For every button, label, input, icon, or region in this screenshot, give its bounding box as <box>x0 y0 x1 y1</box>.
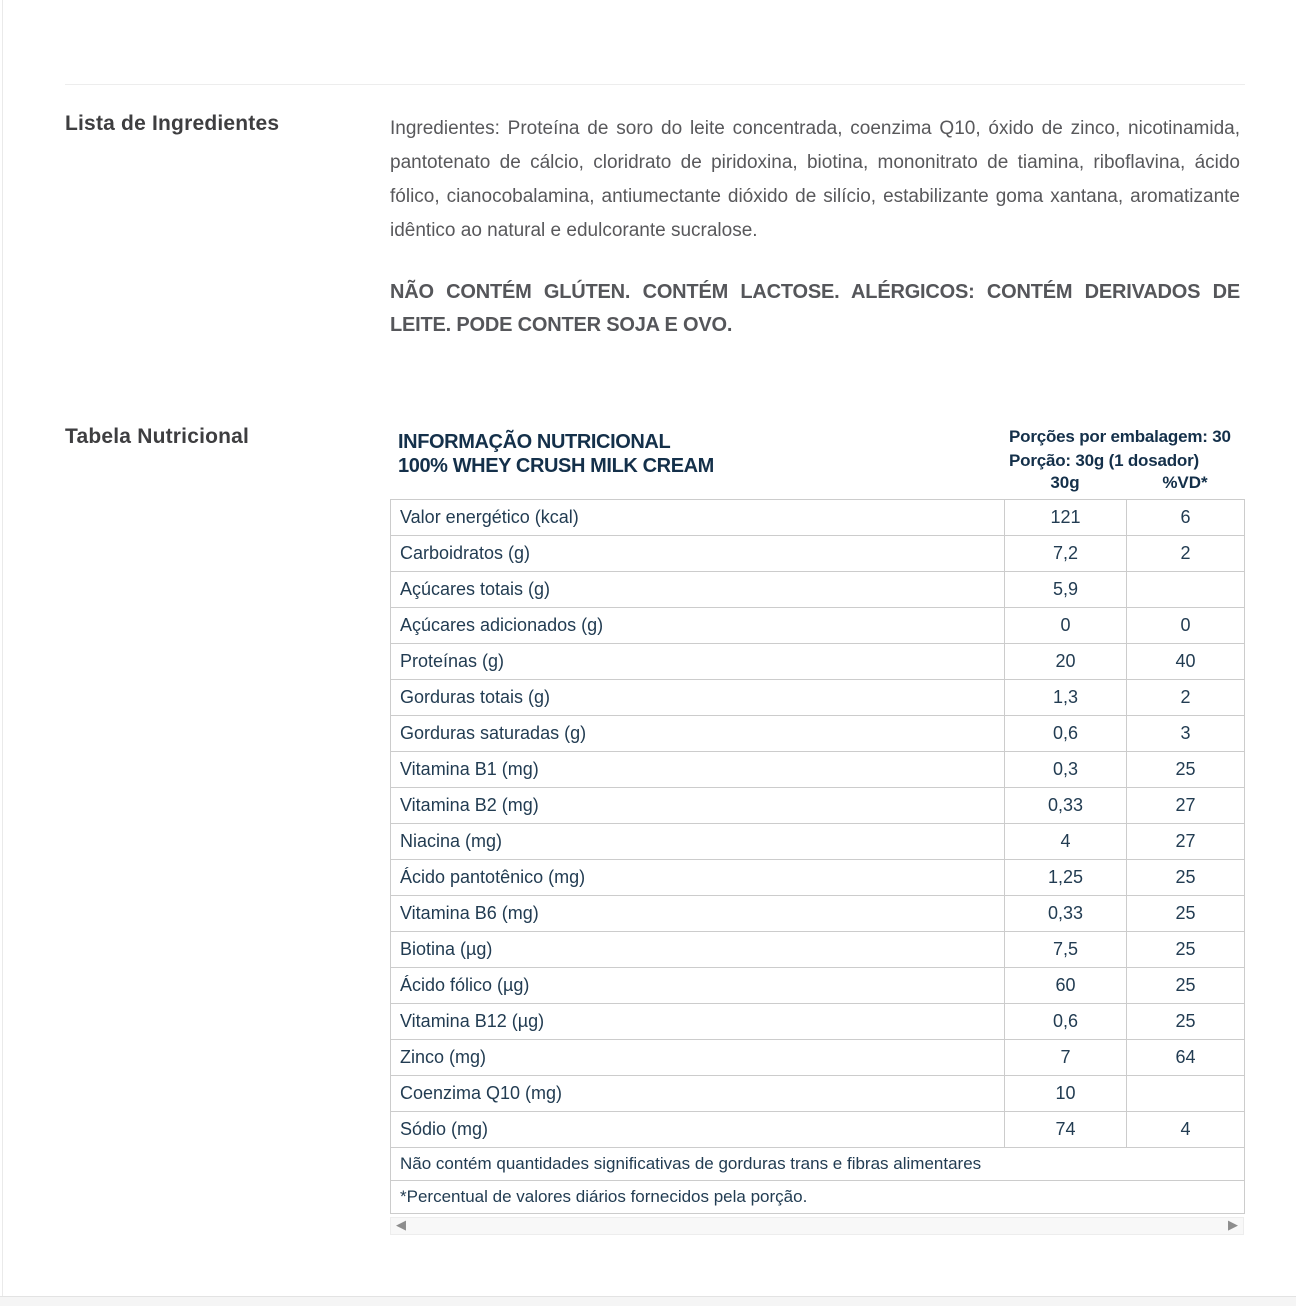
nutrient-amount: 20 <box>1005 644 1127 680</box>
nutrient-label: Vitamina B12 (µg) <box>391 1004 1005 1040</box>
next-section-edge <box>0 1296 1296 1306</box>
nutrient-label: Vitamina B1 (mg) <box>391 752 1005 788</box>
nutrition-table <box>390 499 1245 1214</box>
nutrient-daily-value: 27 <box>1127 788 1245 824</box>
nutrient-label: Vitamina B2 (mg) <box>391 788 1005 824</box>
nutrition-note-row <box>391 1181 1245 1214</box>
nutrition-row <box>391 896 1245 932</box>
nutrition-table-meta <box>1009 425 1231 473</box>
nutrient-amount: 0,33 <box>1005 788 1127 824</box>
ingredients-section-title: Lista de Ingredientes <box>65 112 280 135</box>
nutrient-amount: 1,25 <box>1005 860 1127 896</box>
nutrition-row <box>391 500 1245 536</box>
scroll-left-icon[interactable]: ◀ <box>396 1217 406 1233</box>
nutrition-section <box>65 425 1240 1235</box>
nutrition-row <box>391 860 1245 896</box>
nutrient-amount: 7,2 <box>1005 536 1127 572</box>
nutrient-label: Proteínas (g) <box>391 644 1005 680</box>
nutrient-label: Zinco (mg) <box>391 1040 1005 1076</box>
nutrition-note-row <box>391 1148 1245 1181</box>
nutrient-amount: 0,33 <box>1005 896 1127 932</box>
nutrition-row <box>391 968 1245 1004</box>
nutrient-amount: 0 <box>1005 608 1127 644</box>
nutrient-amount: 4 <box>1005 824 1127 860</box>
nutrient-amount: 0,6 <box>1005 1004 1127 1040</box>
nutrition-row <box>391 536 1245 572</box>
nutrient-amount: 10 <box>1005 1076 1127 1112</box>
nutrient-amount: 7,5 <box>1005 932 1127 968</box>
ingredients-content <box>390 112 1240 342</box>
nutrient-label: Sódio (mg) <box>391 1112 1005 1148</box>
nutrient-daily-value <box>1127 572 1245 608</box>
nutrient-amount: 7 <box>1005 1040 1127 1076</box>
nutrient-daily-value: 25 <box>1127 1004 1245 1040</box>
nutrient-label: Carboidratos (g) <box>391 536 1005 572</box>
ingredients-text: Ingredientes: Proteína de soro do leite concentrada, coenzima Q10, óxido de zinco, nicotinamida, pantotenato de cálcio, cloridrato de piridoxina, biotina, mononitrato de tiamina, riboflavina, ácido fólico, cianocobalamina, antiumectante dióxido de silício, estabilizante goma xantana, aromatizante idêntico ao natural e edulcorante sucralose. <box>390 118 1240 241</box>
section-divider <box>65 84 1245 85</box>
horizontal-scrollbar[interactable] <box>390 1217 1244 1235</box>
nutrition-row <box>391 644 1245 680</box>
nutrient-label: Ácido pantotênico (mg) <box>391 860 1005 896</box>
nutrient-label: Vitamina B6 (mg) <box>391 896 1005 932</box>
nutrient-label: Biotina (µg) <box>391 932 1005 968</box>
nutrition-row <box>391 680 1245 716</box>
nutrient-daily-value: 6 <box>1127 500 1245 536</box>
nutrient-daily-value: 25 <box>1127 860 1245 896</box>
nutrition-row <box>391 752 1245 788</box>
nutrition-table-header <box>390 425 1246 499</box>
nutrient-label: Açúcares adicionados (g) <box>391 608 1005 644</box>
nutrition-note: *Percentual de valores diários fornecidos pela porção. <box>391 1181 1245 1214</box>
nutrient-daily-value: 25 <box>1127 896 1245 932</box>
column-header-dv: %VD* <box>1162 473 1208 492</box>
nutrition-column-headers <box>390 473 1246 497</box>
nutrient-daily-value: 64 <box>1127 1040 1245 1076</box>
nutrition-row <box>391 1076 1245 1112</box>
allergen-notice: NÃO CONTÉM GLÚTEN. CONTÉM LACTOSE. ALÉRGICOS: CONTÉM DERIVADOS DE LEITE. PODE CONTER SOJA E OVO. <box>390 281 1240 336</box>
nutrient-daily-value: 27 <box>1127 824 1245 860</box>
nutrient-daily-value: 25 <box>1127 968 1245 1004</box>
nutrition-row <box>391 572 1245 608</box>
nutrient-amount: 121 <box>1005 500 1127 536</box>
nutrition-note: Não contém quantidades significativas de gorduras trans e fibras alimentares <box>391 1148 1245 1181</box>
column-header-amount: 30g <box>1050 473 1080 492</box>
nutrition-table-title-line1: INFORMAÇÃO NUTRICIONAL <box>398 431 671 453</box>
nutrient-label: Coenzima Q10 (mg) <box>391 1076 1005 1112</box>
scroll-right-icon[interactable]: ▶ <box>1228 1217 1238 1233</box>
nutrition-content <box>390 425 1240 1235</box>
nutrition-row <box>391 1040 1245 1076</box>
nutrient-daily-value: 4 <box>1127 1112 1245 1148</box>
nutrition-row <box>391 716 1245 752</box>
nutrient-amount: 1,3 <box>1005 680 1127 716</box>
nutrient-daily-value: 0 <box>1127 608 1245 644</box>
nutrition-row <box>391 932 1245 968</box>
nutrient-label: Gorduras saturadas (g) <box>391 716 1005 752</box>
serving-size: Porção: 30g (1 dosador) <box>1009 451 1199 470</box>
nutrient-daily-value: 40 <box>1127 644 1245 680</box>
nutrition-row <box>391 824 1245 860</box>
left-border-rule <box>2 0 3 1306</box>
nutrient-label: Ácido fólico (µg) <box>391 968 1005 1004</box>
nutrition-row <box>391 608 1245 644</box>
nutrient-daily-value <box>1127 1076 1245 1112</box>
nutrient-label: Gorduras totais (g) <box>391 680 1005 716</box>
nutrient-amount: 60 <box>1005 968 1127 1004</box>
nutrient-daily-value: 25 <box>1127 932 1245 968</box>
nutrient-amount: 0,6 <box>1005 716 1127 752</box>
nutrition-table-title <box>398 430 714 478</box>
nutrition-table-title-line2: 100% WHEY CRUSH MILK CREAM <box>398 455 714 477</box>
nutrition-section-title: Tabela Nutricional <box>65 425 250 448</box>
nutrition-row <box>391 788 1245 824</box>
nutrient-amount: 0,3 <box>1005 752 1127 788</box>
nutrient-daily-value: 2 <box>1127 680 1245 716</box>
nutrient-label: Niacina (mg) <box>391 824 1005 860</box>
nutrition-table-body <box>391 500 1245 1214</box>
nutrient-label: Valor energético (kcal) <box>391 500 1005 536</box>
nutrient-label: Açúcares totais (g) <box>391 572 1005 608</box>
nutrition-table-container <box>390 425 1246 1235</box>
nutrition-row <box>391 1112 1245 1148</box>
ingredients-section <box>65 112 1240 342</box>
nutrient-daily-value: 2 <box>1127 536 1245 572</box>
servings-per-package: Porções por embalagem: 30 <box>1009 427 1231 446</box>
nutrient-amount: 5,9 <box>1005 572 1127 608</box>
nutrient-amount: 74 <box>1005 1112 1127 1148</box>
nutrient-daily-value: 25 <box>1127 752 1245 788</box>
nutrient-daily-value: 3 <box>1127 716 1245 752</box>
nutrition-row <box>391 1004 1245 1040</box>
